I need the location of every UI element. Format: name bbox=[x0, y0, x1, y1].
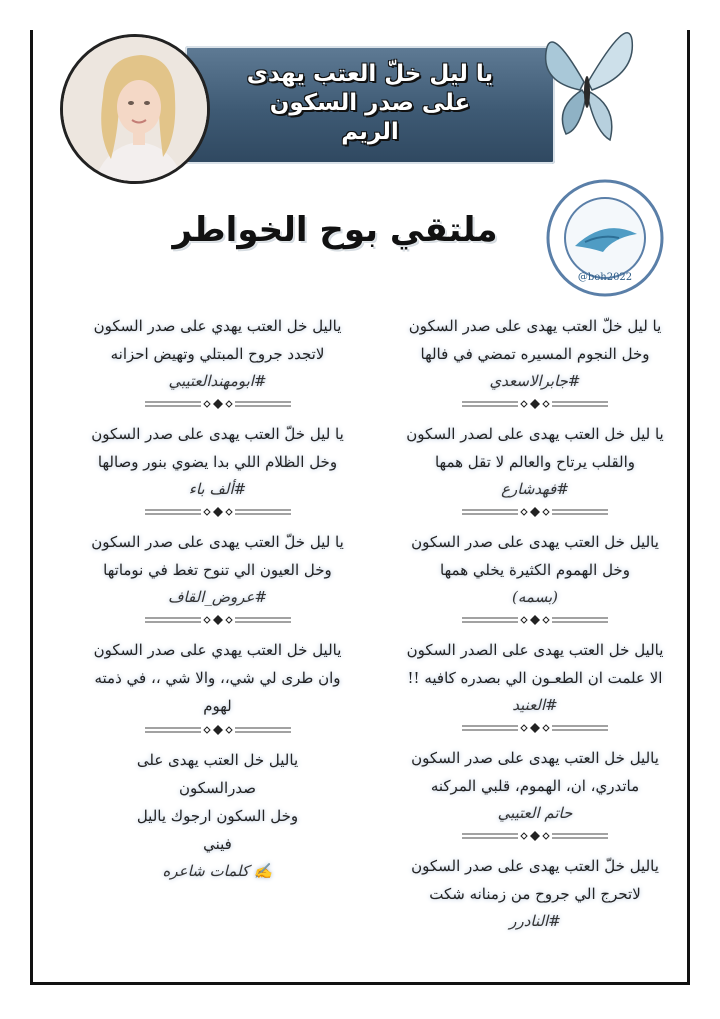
banner-line-3: الريم bbox=[341, 119, 399, 145]
forum-title: ملتقي بوح الخواطر bbox=[172, 210, 498, 250]
poem-line: وخل السكون ارجوك ياليل bbox=[136, 807, 299, 825]
poem-signature: #عروض_القاف bbox=[167, 588, 268, 606]
poem-entry bbox=[85, 420, 350, 502]
poem-line: والقلب يرتاح والعالم لا تقل همها bbox=[434, 453, 636, 471]
poems-left-column bbox=[85, 312, 350, 888]
poem-line: يا ليل خل العتب يهدى على لصدر السكون bbox=[406, 425, 664, 443]
ornament-divider bbox=[143, 506, 293, 518]
poem-line: يا ليل خلّ العتب يهدى على صدر السكون bbox=[408, 317, 662, 335]
poem-line: ياليل خل العتب يهدى على صدر السكون bbox=[411, 749, 659, 767]
poem-line: وخل الظلام اللي بدا يضوي بنور وصالها bbox=[97, 453, 338, 471]
poem-line: وخل الهموم الكثيرة يخلي همها bbox=[440, 561, 630, 579]
poem-entry bbox=[400, 744, 670, 826]
poem-entry bbox=[400, 420, 670, 502]
poem-line: وان طرى لي شي،، والا شي ،، في ذمته bbox=[94, 669, 341, 687]
poem-line: لهوم bbox=[203, 697, 232, 715]
banner-title bbox=[205, 60, 535, 147]
ornament-divider bbox=[143, 398, 293, 410]
poem-line: يا ليل خلّ العتب يهدى على صدر السكون bbox=[91, 425, 344, 443]
poem-entry bbox=[400, 312, 670, 394]
poem-signature: #فهدشارع bbox=[501, 480, 569, 498]
forum-seal-icon bbox=[545, 178, 665, 298]
poem-signature: #العنيد bbox=[512, 696, 558, 714]
poem-line: الا علمت ان الطعـون الي بصدره كافيه !! bbox=[407, 669, 663, 687]
ornament-divider bbox=[460, 722, 610, 734]
poems-right-column bbox=[400, 312, 670, 938]
ornament-divider bbox=[143, 724, 293, 736]
poem-line: ياليل خلّ العتب يهدى على صدر السكون bbox=[411, 857, 659, 875]
poem-entry bbox=[85, 528, 350, 610]
poem-line: ياليل خل العتب يهدي على صدر السكون bbox=[93, 641, 342, 659]
poem-line: صدرالسكون bbox=[178, 779, 257, 797]
poem-entry bbox=[400, 852, 670, 934]
poem-signature: #جابرالاسعدي bbox=[489, 372, 581, 390]
poem-signature: حاتم العتيبي bbox=[497, 804, 573, 822]
banner-line-2: على صدر السكون bbox=[269, 90, 471, 116]
poem-line: ياليل خل العتب يهدى على bbox=[136, 751, 299, 769]
ornament-divider bbox=[460, 614, 610, 626]
poem-entry bbox=[85, 746, 350, 884]
ornament-divider bbox=[460, 506, 610, 518]
ornament-divider bbox=[143, 614, 293, 626]
poem-signature: #ابومهندالعتيبي bbox=[168, 372, 267, 390]
poem-entry bbox=[400, 528, 670, 610]
poem-line: ياليل خل العتب يهدى على صدر السكون bbox=[411, 533, 659, 551]
poem-line: ماتدري، ان، الهموم، قلبي المركنه bbox=[430, 777, 640, 795]
poem-signature: #النادرر bbox=[509, 912, 561, 930]
poem-line: لاتجدد جروح المبتلي وتهيض احزانه bbox=[110, 345, 325, 363]
poem-line: وخل النجوم المسيره تمضي في فالها bbox=[420, 345, 650, 363]
poem-signature: (بسمه) bbox=[512, 588, 558, 606]
poem-entry bbox=[85, 312, 350, 394]
poem-entry bbox=[400, 636, 670, 718]
avatar bbox=[60, 34, 210, 184]
ornament-divider bbox=[460, 398, 610, 410]
poem-line: ياليل خل العتب يهدي على صدر السكون bbox=[93, 317, 342, 335]
poem-line: لاتحرج الي جروح من زمنانه شكت bbox=[429, 885, 641, 903]
poem-signature: ✍ كلمات شاعره bbox=[162, 862, 273, 880]
ornament-divider bbox=[460, 830, 610, 842]
butterfly-icon bbox=[540, 12, 636, 152]
poem-line: وخل العيون الي تنوح تغط في نوماتها bbox=[103, 561, 332, 579]
poem-line: ياليل خل العتب يهدى على الصدر السكون bbox=[406, 641, 664, 659]
poem-entry bbox=[85, 636, 350, 720]
poem-line: يا ليل خلّ العتب يهدى على صدر السكون bbox=[91, 533, 344, 551]
poem-line: فيني bbox=[203, 835, 232, 853]
poem-signature: #ألف باء bbox=[188, 480, 247, 498]
banner-line-1: يا ليل خلّ العتب يهدى bbox=[246, 61, 494, 87]
seal-handle: @boh2022 bbox=[577, 272, 633, 283]
